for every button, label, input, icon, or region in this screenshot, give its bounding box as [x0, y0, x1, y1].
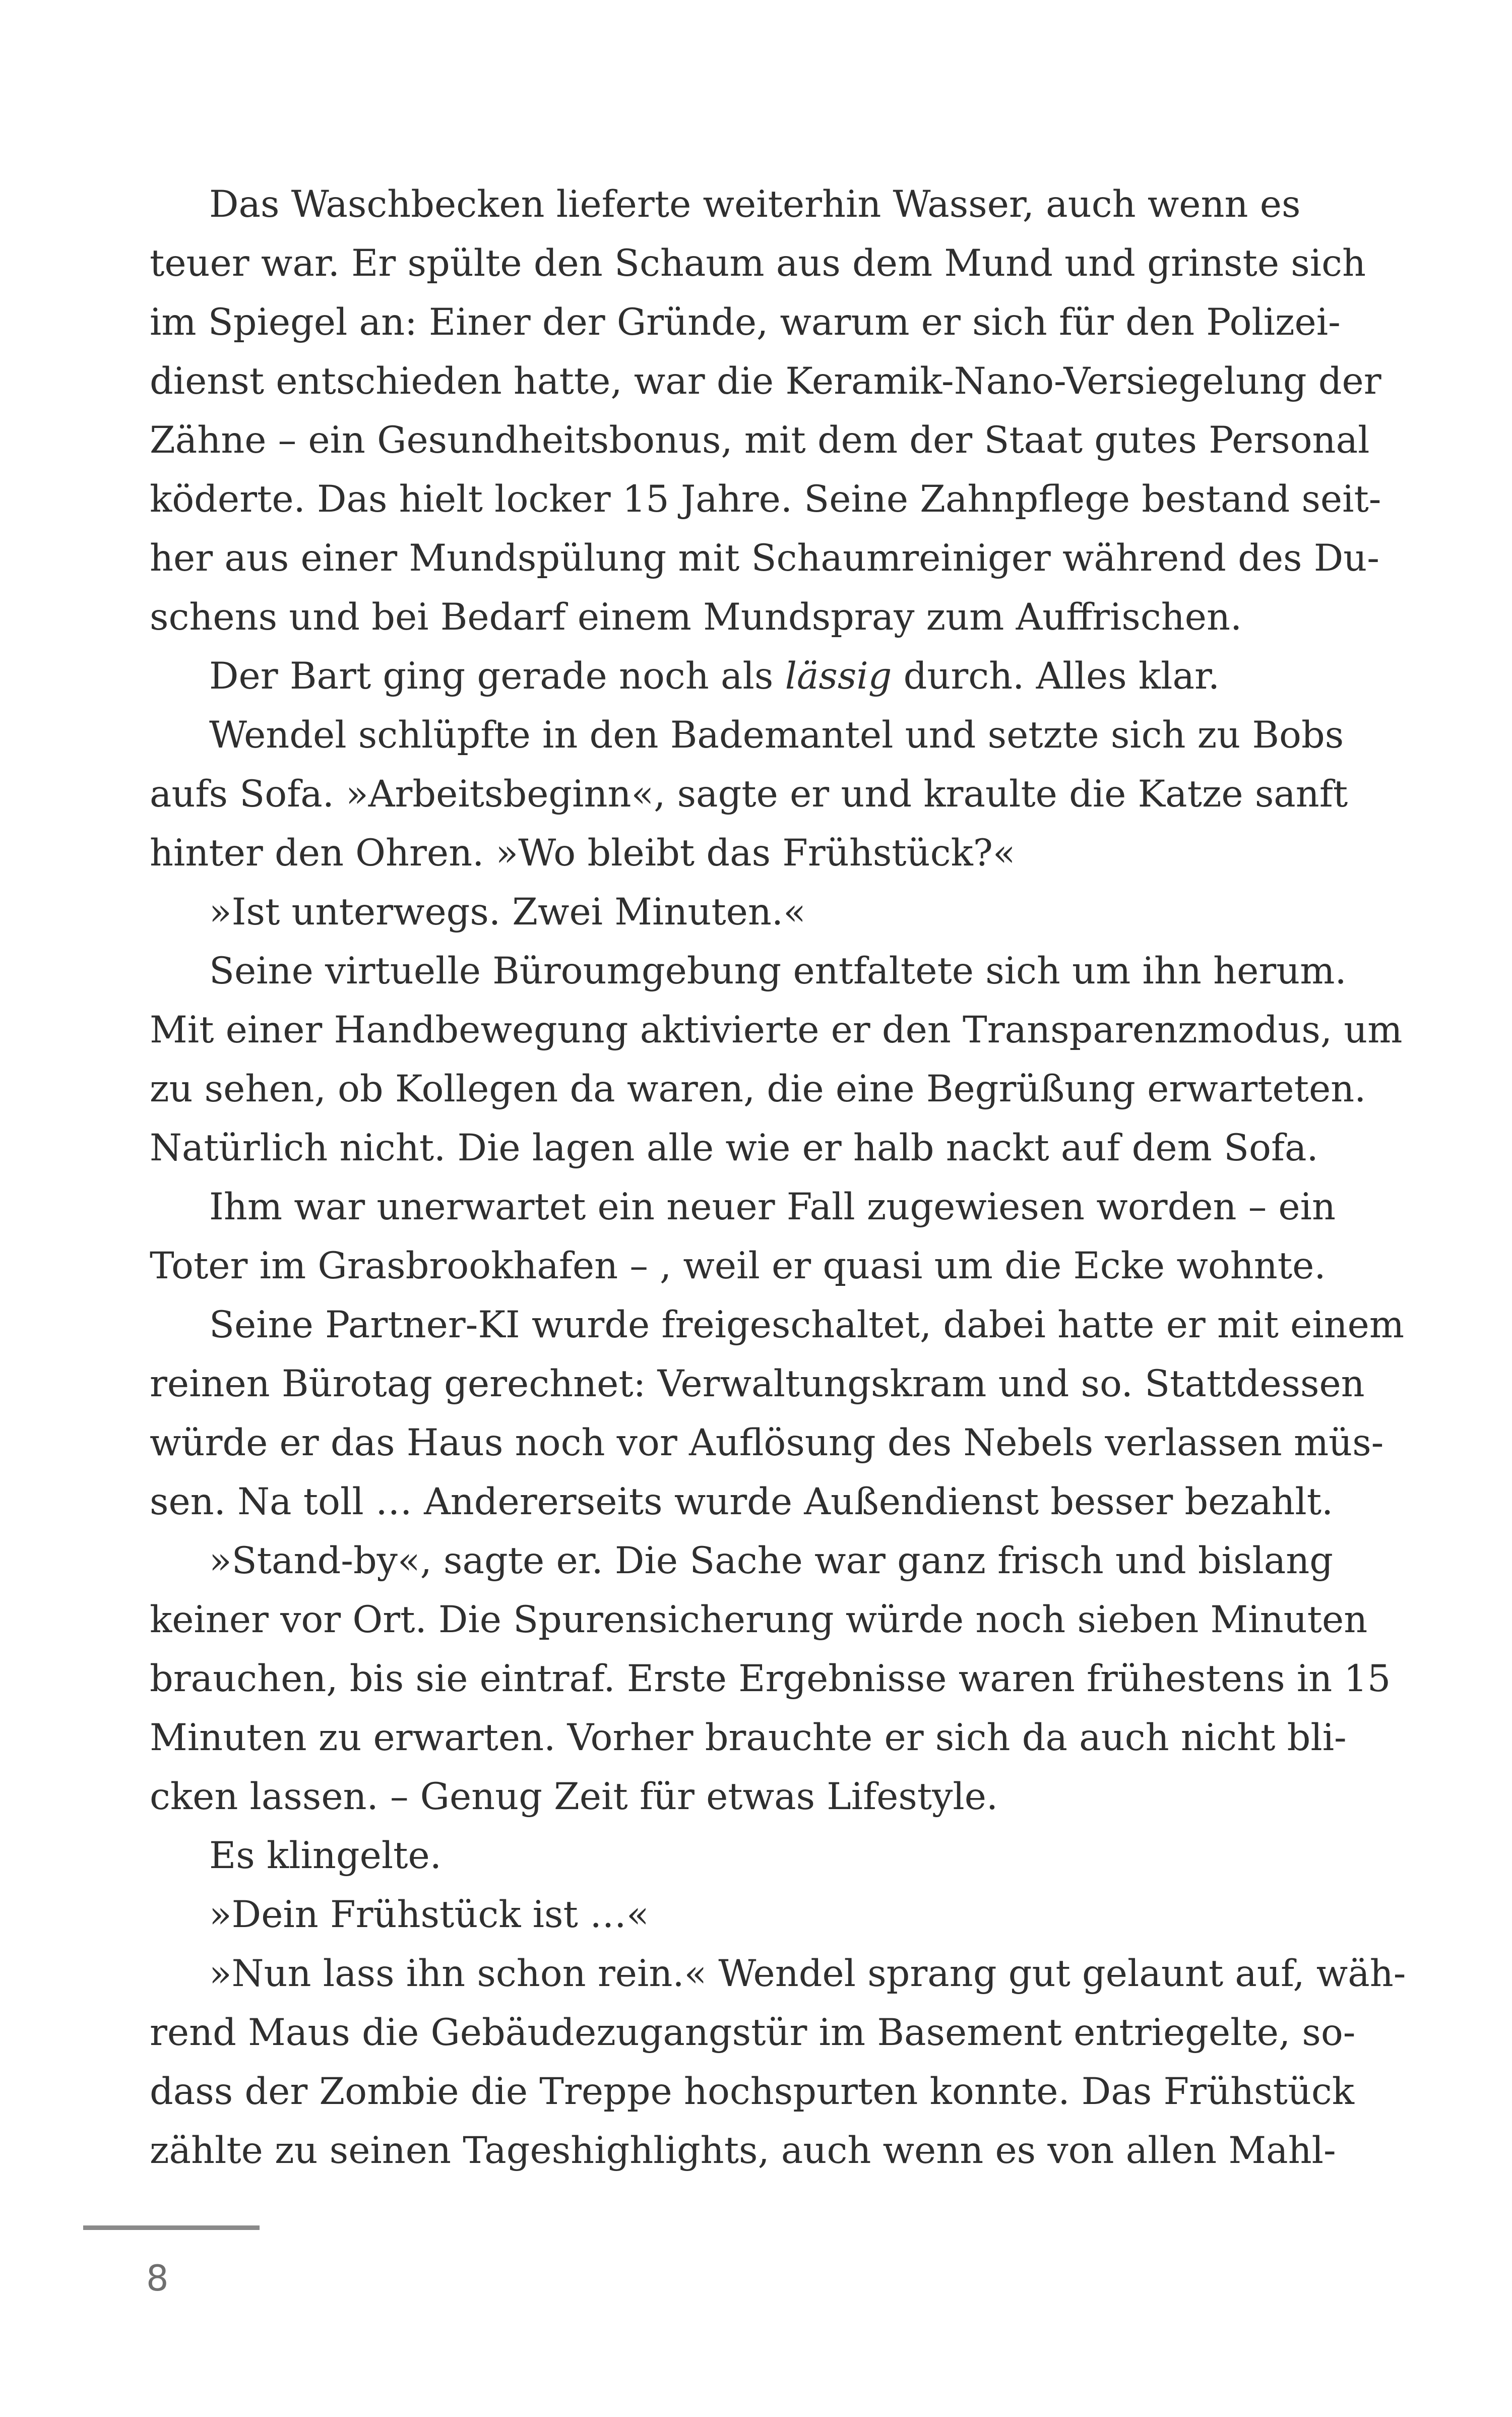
text-line: Seine Partner-KI wurde freigeschaltet, dabei hatte er mit einem	[209, 1304, 1405, 1346]
text-fragment: Der Bart ging gerade noch als	[209, 655, 785, 698]
text-line: Es klingelte.	[209, 1834, 442, 1877]
text-line: rend Maus die Gebäudezugangstür im Basement entriegelte, so-	[150, 2011, 1356, 2054]
text-line: »Ist unterwegs. Zwei Minuten.«	[209, 891, 806, 934]
text-line: im Spiegel an: Einer der Gründe, warum er sich für den Polizei-	[150, 301, 1341, 344]
text-line	[150, 647, 1286, 706]
text-line: Mit einer Handbewegung aktivierte er den Transparenzmodus, um	[150, 1009, 1403, 1051]
body-text	[150, 175, 1406, 2180]
italic-word: lässig	[785, 655, 892, 698]
text-line: köderte. Das hielt locker 15 Jahre. Seine Zahnpflege bestand seit-	[150, 478, 1381, 521]
text-line: hinter den Ohren. »Wo bleibt das Frühstück?«	[150, 832, 1016, 875]
text-line: Seine virtuelle Büroumgebung entfaltete sich um ihn herum.	[209, 950, 1347, 993]
text-line: »Stand-by«, sagte er. Die Sache war ganz frisch und bislang	[209, 1539, 1334, 1582]
text-line: cken lassen. – Genug Zeit für etwas Lifestyle.	[150, 1775, 998, 1818]
text-line: aufs Sofa. »Arbeitsbeginn«, sagte er und kraulte die Katze sanft	[150, 773, 1348, 816]
text-line: zählte zu seinen Tageshighlights, auch wenn es von allen Mahl-	[150, 2129, 1336, 2172]
text-line: Das Waschbecken lieferte weiterhin Wasser, auch wenn es	[209, 183, 1301, 226]
text-line: Zähne – ein Gesundheitsbonus, mit dem der Staat gutes Personal	[150, 419, 1370, 462]
text-line: Ihm war unerwartet ein neuer Fall zugewiesen worden – ein	[209, 1186, 1336, 1228]
text-line: brauchen, bis sie eintraf. Erste Ergebnisse waren frühestens in 15	[150, 1657, 1391, 1700]
text-line: zu sehen, ob Kollegen da waren, die eine Begrüßung erwarteten.	[150, 1068, 1366, 1110]
text-line: »Dein Frühstück ist …«	[209, 1893, 649, 1936]
text-line: »Nun lass ihn schon rein.« Wendel sprang gut gelaunt auf, wäh-	[209, 1952, 1406, 1995]
text-line: keiner vor Ort. Die Spurensicherung würde noch sieben Minuten	[150, 1598, 1368, 1641]
text-line: reinen Bürotag gerechnet: Verwaltungskram und so. Stattdessen	[150, 1362, 1365, 1405]
page-number: 8	[146, 2258, 169, 2299]
text-line: Natürlich nicht. Die lagen alle wie er halb nackt auf dem Sofa.	[150, 1127, 1318, 1169]
text-line: dienst entschieden hatte, war die Keramik-Nano-Versiegelung der	[150, 360, 1381, 403]
text-line: her aus einer Mundspülung mit Schaumreiniger während des Du-	[150, 537, 1379, 580]
footer-rule	[83, 2225, 260, 2230]
text-line: sen. Na toll … Andererseits wurde Außendienst besser bezahlt.	[150, 1480, 1334, 1523]
text-line: teuer war. Er spülte den Schaum aus dem Mund und grinste sich	[150, 242, 1366, 285]
text-line: würde er das Haus noch vor Auflösung des Nebels verlassen müs-	[150, 1421, 1384, 1464]
text-line: Toter im Grasbrookhafen – , weil er quasi um die Ecke wohnte.	[150, 1245, 1326, 1287]
text-fragment: durch. Alles klar.	[892, 655, 1220, 698]
text-line: Minuten zu erwarten. Vorher brauchte er sich da auch nicht bli-	[150, 1716, 1347, 1759]
text-line: Wendel schlüpfte in den Bademantel und setzte sich zu Bobs	[209, 714, 1344, 757]
text-line: schens und bei Bedarf einem Mundspray zum Auffrischen.	[150, 596, 1242, 639]
text-line: dass der Zombie die Treppe hochspurten konnte. Das Frühstück	[150, 2070, 1355, 2113]
